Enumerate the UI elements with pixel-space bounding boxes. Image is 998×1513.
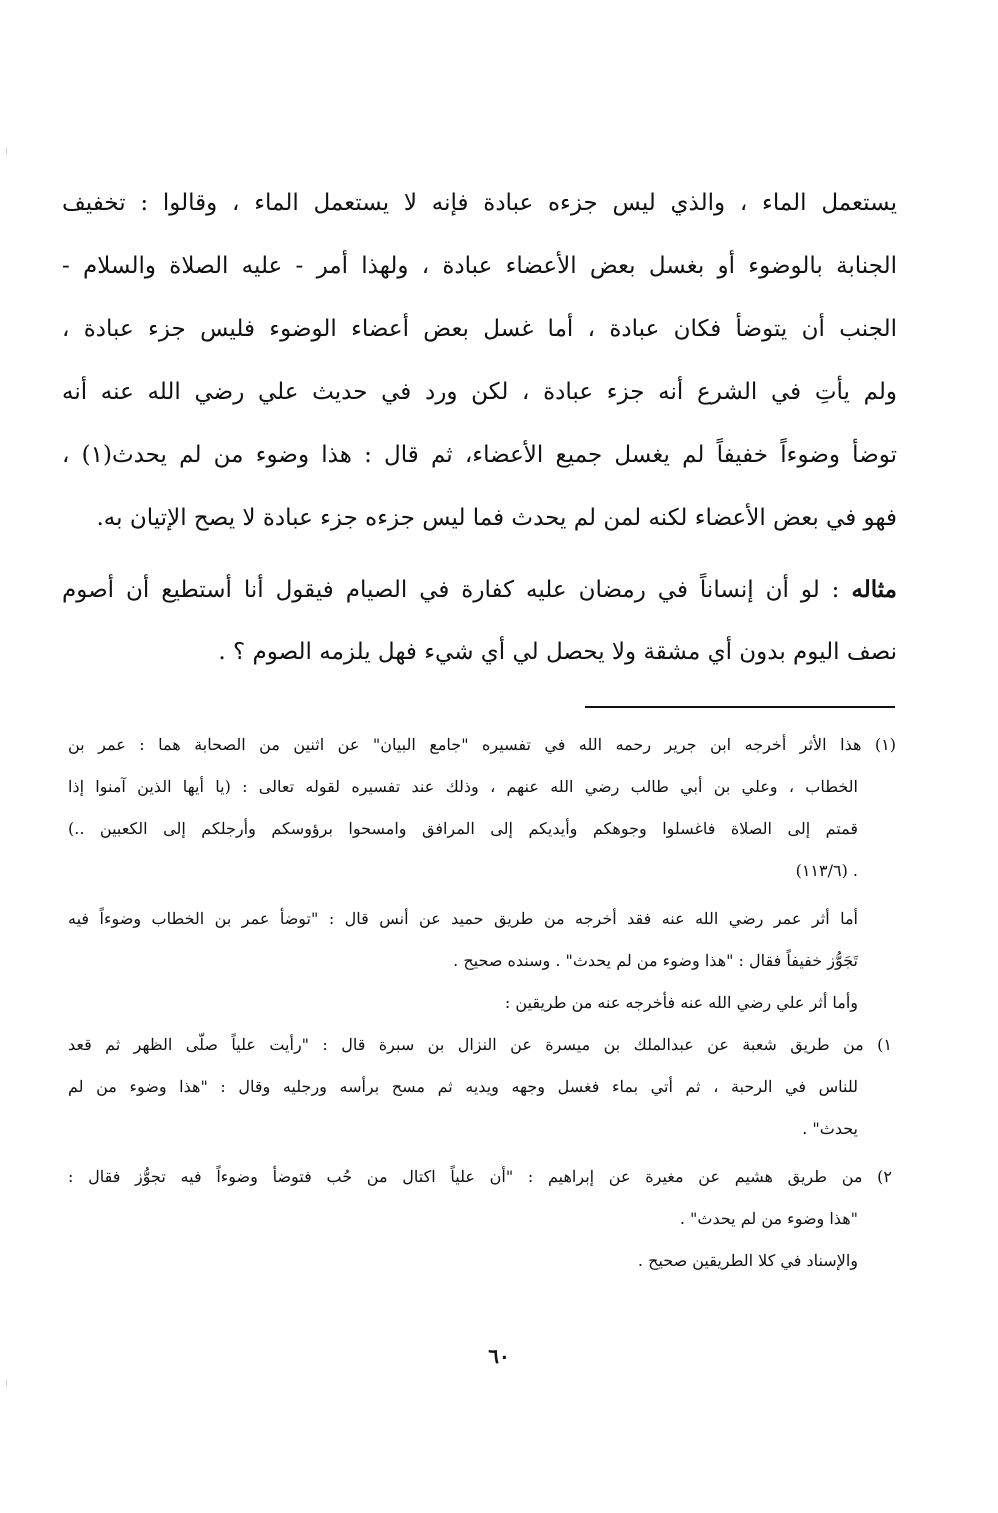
main-text-line: ولم يأتِ في الشرع أنه جزء عبادة ، لكن ورد في حديث علي رضي الله عنه أنه [62,379,897,405]
footnote-line: "هذا وضوء من لم يحدث" . [679,1209,858,1228]
footnote-line: أما أثر عمر رضي الله عنه فقد أخرجه من طريق حميد عن أنس قال : "توضأ عمر بن الخطاب وضوءاً فيه [68,909,858,928]
main-text-line: يستعمل الماء ، والذي ليس جزءه عبادة فإنه لا يستعمل الماء ، وقالوا : تخفيف [62,190,897,216]
main-text-line: الجنب أن يتوضأ فكان عبادة ، أما غسل بعض أعضاء الوضوء فليس جزء عبادة ، [62,316,897,342]
footnote-line: (١) هذا الأثر أخرجه ابن جرير رحمه الله في تفسيره "جامع البيان" عن اثنين من الصحابة هما : عمر بن [68,735,896,754]
footnote-line: يحدث" . [802,1119,858,1138]
footnote-line: للناس في الرحبة ، ثم أتي بماء فغسل وجهه ويديه ثم مسح برأسه ورجليه وقال : "هذا وضوء من لم [68,1077,858,1096]
footnote-line: . (١١٣/٦) [795,861,858,880]
scan-edge-mark [6,1380,7,1386]
example-line [62,558,897,621]
footnote-line: والإسناد في كلا الطريقين صحيح . [637,1251,858,1270]
main-text-line: الجنابة بالوضوء أو بغسل بعض الأعضاء عبادة ، ولهذا أمر - عليه الصلاة والسلام - [62,253,897,279]
page-number: ٦٠ [488,1344,510,1368]
example-label: مثاله [851,576,897,603]
footnotes [68,724,896,1282]
main-text-line: توضأ وضوءاً خفيفاً لم يغسل جميع الأعضاء، ثم قال : هذا وضوء من لم يحدث(١) ، [62,442,897,468]
footnote-line: الخطاب ، وعلي بن أبي طالب رضي الله عنهم ، وذلك عند تفسيره لقوله تعالى : (يا أيها الذين آمنوا إذا [68,777,858,796]
footnote-line: قمتم إلى الصلاة فاغسلوا وجوهكم وأيديكم إلى المرافق وامسحوا برؤوسكم وأرجلكم إلى الكعبين ..) [68,819,858,838]
main-text [62,172,897,684]
footnote-line: تَجَوُّز خفيفاً فقال : "هذا وضوء من لم يحدث" . وسنده صحيح . [453,951,858,970]
footnote-line: ١) من طريق شعبة عن عبدالملك بن ميسرة عن النزال بن سبرة قال : "رأيت علياً صلّى الظهر ثم قعد [68,1035,892,1054]
footnote-line: ٢) من طريق هشيم عن مغيرة عن إبراهيم : "أن علياً اكتال من حُب فتوضأ وضوءاً فيه تجوُّز فقال : [68,1167,892,1186]
footnote-line: وأما أثر علي رضي الله عنه فأخرجه عنه من طريقين : [504,993,858,1012]
main-text-line: فهو في بعض الأعضاء لكنه لمن لم يحدث فما ليس جزءه جزء عبادة لا يصح الإتيان به. [96,505,897,531]
example-text: : لو أن إنساناً في رمضان عليه كفارة في الصيام فيقول أنا أستطيع أن أصوم [62,577,852,603]
footnote-separator [585,706,895,708]
scan-edge-mark [6,148,7,154]
example-line: نصف اليوم بدون أي مشقة ولا يحصل لي أي شيء فهل يلزمه الصوم ؟ . [218,639,897,665]
